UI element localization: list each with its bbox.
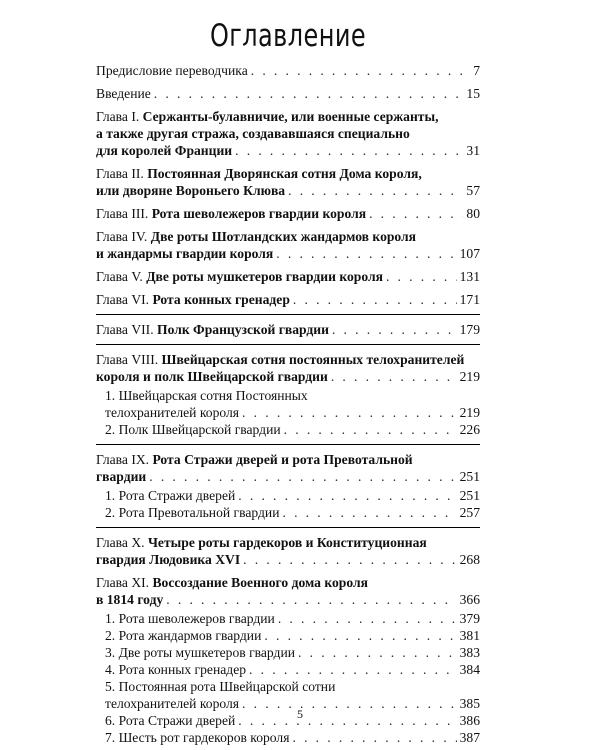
dot-leader bbox=[331, 368, 457, 385]
toc-entry-title: гвардии bbox=[96, 469, 147, 484]
toc-entry[interactable] bbox=[96, 268, 480, 285]
dot-leader bbox=[369, 205, 463, 222]
toc-subentry-title: 6. Рота Стражи дверей bbox=[105, 713, 236, 728]
chapter-number: Глава VII. bbox=[96, 322, 157, 337]
toc-entry-title: Сержанты-булавничие, или военные сержанты, bbox=[142, 109, 439, 124]
toc-subentry[interactable] bbox=[96, 387, 480, 421]
toc-subentry[interactable] bbox=[96, 421, 480, 438]
toc-subentry[interactable] bbox=[96, 644, 480, 661]
toc-subentry[interactable] bbox=[96, 487, 480, 504]
chapter-separator bbox=[96, 314, 480, 315]
toc-page-number: 379 bbox=[459, 611, 480, 626]
toc-entry-title: короля и полк Швейцарской гвардии bbox=[96, 369, 328, 384]
toc-page-number: 80 bbox=[466, 206, 480, 221]
dot-leader bbox=[166, 591, 456, 608]
dot-leader bbox=[249, 661, 457, 678]
toc-page-number: 179 bbox=[459, 322, 480, 337]
toc-subentry-title: телохранителей короля bbox=[105, 405, 240, 420]
dot-leader bbox=[282, 504, 456, 521]
toc-page-number: 251 bbox=[459, 469, 480, 484]
toc-page-number: 257 bbox=[459, 505, 480, 520]
dot-leader bbox=[298, 644, 457, 661]
toc-subentry[interactable] bbox=[96, 504, 480, 521]
toc-entry[interactable] bbox=[96, 108, 480, 159]
table-of-contents bbox=[96, 62, 480, 746]
dot-leader bbox=[235, 142, 463, 159]
toc-page-number: 7 bbox=[473, 63, 480, 78]
toc-page-number: 387 bbox=[459, 730, 480, 745]
toc-subentry[interactable] bbox=[96, 610, 480, 627]
toc-entry[interactable] bbox=[96, 205, 480, 222]
toc-entry[interactable] bbox=[96, 451, 480, 485]
toc-entry-title: Две роты мушкетеров гвардии короля bbox=[146, 269, 383, 284]
toc-page-number: 226 bbox=[459, 422, 480, 437]
toc-subentry[interactable] bbox=[96, 729, 480, 746]
toc-entry-title: Полк Французской гвардии bbox=[157, 322, 329, 337]
dot-leader bbox=[238, 487, 456, 504]
toc-page-number: 171 bbox=[459, 292, 480, 307]
toc-page-number: 131 bbox=[459, 269, 480, 284]
toc-entry-title: Предисловие переводчика bbox=[96, 63, 248, 78]
toc-subentry-title: 7. Шесть рот гардекоров короля bbox=[105, 730, 290, 745]
toc-entry[interactable] bbox=[96, 534, 480, 568]
toc-entry-title: гвардия Людовика XVI bbox=[96, 552, 241, 567]
toc-subentry-title: 1. Рота шеволежеров гвардии bbox=[105, 611, 275, 626]
toc-entry[interactable] bbox=[96, 574, 480, 608]
chapter-number: Глава X. bbox=[96, 535, 148, 550]
chapter-separator bbox=[96, 527, 480, 528]
toc-subentry-title: телохранителей короля bbox=[105, 696, 240, 711]
toc-entry-title: Введение bbox=[96, 86, 151, 101]
toc-entry-title: Постоянная Дворянская сотня Дома короля, bbox=[147, 166, 422, 181]
toc-subentry[interactable] bbox=[96, 661, 480, 678]
dot-leader bbox=[276, 245, 456, 262]
page-title: Оглавление bbox=[209, 18, 367, 54]
toc-entry-title: а также другая стража, создававшаяся специально bbox=[96, 126, 410, 141]
dot-leader bbox=[149, 468, 456, 485]
dot-leader bbox=[243, 551, 456, 568]
toc-entry-title: для королей Франции bbox=[96, 143, 233, 158]
toc-entry-title: Рота шеволежеров гвардии короля bbox=[151, 206, 367, 221]
chapter-number: Глава V. bbox=[96, 269, 147, 284]
toc-entry[interactable] bbox=[96, 291, 480, 308]
toc-entry[interactable] bbox=[96, 85, 480, 102]
toc-subentry-title: 3. Две роты мушкетеров гвардии bbox=[105, 645, 296, 660]
dot-leader bbox=[154, 85, 464, 102]
dot-leader bbox=[264, 627, 456, 644]
toc-page-number: 15 bbox=[466, 86, 480, 101]
toc-entry-title: Рота Стражи дверей и рота Превотальной bbox=[152, 452, 413, 467]
chapter-number: Глава IV. bbox=[96, 229, 151, 244]
chapter-separator bbox=[96, 444, 480, 445]
dot-leader bbox=[284, 421, 457, 438]
toc-page-number: 384 bbox=[459, 662, 480, 677]
toc-page-number: 219 bbox=[459, 369, 480, 384]
toc-subentry-title: 5. Постоянная рота Швейцарской сотни bbox=[105, 679, 336, 694]
toc-page-number: 251 bbox=[459, 488, 480, 503]
dot-leader bbox=[332, 321, 457, 338]
toc-entry-title: или дворяне Вороньего Клюва bbox=[96, 183, 286, 198]
toc-page-number: 31 bbox=[466, 143, 480, 158]
chapter-number: Глава III. bbox=[96, 206, 152, 221]
toc-entry[interactable] bbox=[96, 228, 480, 262]
dot-leader bbox=[288, 182, 463, 199]
dot-leader bbox=[292, 729, 456, 746]
toc-subentry-title: 2. Полк Швейцарской гвардии bbox=[105, 422, 281, 437]
toc-entry-title: и жандармы гвардии короля bbox=[96, 246, 274, 261]
page-number: 5 bbox=[297, 707, 303, 721]
chapter-separator bbox=[96, 344, 480, 345]
chapter-number: Глава VIII. bbox=[96, 352, 162, 367]
toc-page-number: 385 bbox=[459, 696, 480, 711]
toc-subentry-title: 1. Швейцарская сотня Постоянных bbox=[105, 388, 308, 403]
toc-entry[interactable] bbox=[96, 62, 480, 79]
dot-leader bbox=[242, 404, 457, 421]
dot-leader bbox=[293, 291, 457, 308]
toc-entry-title: Рота конных гренадер bbox=[152, 292, 290, 307]
toc-page-number: 268 bbox=[459, 552, 480, 567]
toc-subentry-title: 2. Рота жандармов гвардии bbox=[105, 628, 262, 643]
dot-leader bbox=[386, 268, 457, 285]
toc-subentry-title: 4. Рота конных гренадер bbox=[105, 662, 247, 677]
toc-subentry[interactable] bbox=[96, 627, 480, 644]
toc-page-number: 381 bbox=[459, 628, 480, 643]
chapter-number: Глава II. bbox=[96, 166, 148, 181]
toc-entry-title: Швейцарская сотня постоянных телохранителей bbox=[161, 352, 465, 367]
toc-entry-title: Две роты Шотландских жандармов короля bbox=[150, 229, 417, 244]
toc-entry[interactable] bbox=[96, 351, 480, 385]
toc-page-number: 366 bbox=[459, 592, 480, 607]
dot-leader bbox=[251, 62, 470, 79]
toc-entry-title: в 1814 году bbox=[96, 592, 164, 607]
toc-entry-title: Воссоздание Военного дома короля bbox=[152, 575, 368, 590]
toc-page-number: 107 bbox=[459, 246, 480, 261]
toc-subentry-title: 2. Рота Превотальной гвардии bbox=[105, 505, 280, 520]
toc-entry-title: Четыре роты гардекоров и Конституционная bbox=[147, 535, 427, 550]
toc-subentry-title: 1. Рота Стражи дверей bbox=[105, 488, 236, 503]
toc-page-number: 57 bbox=[466, 183, 480, 198]
toc-page-number: 383 bbox=[459, 645, 480, 660]
page bbox=[96, 0, 480, 54]
chapter-number: Глава VI. bbox=[96, 292, 153, 307]
chapter-number: Глава IX. bbox=[96, 452, 153, 467]
toc-page-number: 386 bbox=[459, 713, 480, 728]
dot-leader bbox=[278, 610, 457, 627]
toc-entry[interactable] bbox=[96, 165, 480, 199]
toc-page-number: 219 bbox=[459, 405, 480, 420]
chapter-number: Глава I. bbox=[96, 109, 143, 124]
toc-entry[interactable] bbox=[96, 321, 480, 338]
chapter-number: Глава XI. bbox=[96, 575, 153, 590]
